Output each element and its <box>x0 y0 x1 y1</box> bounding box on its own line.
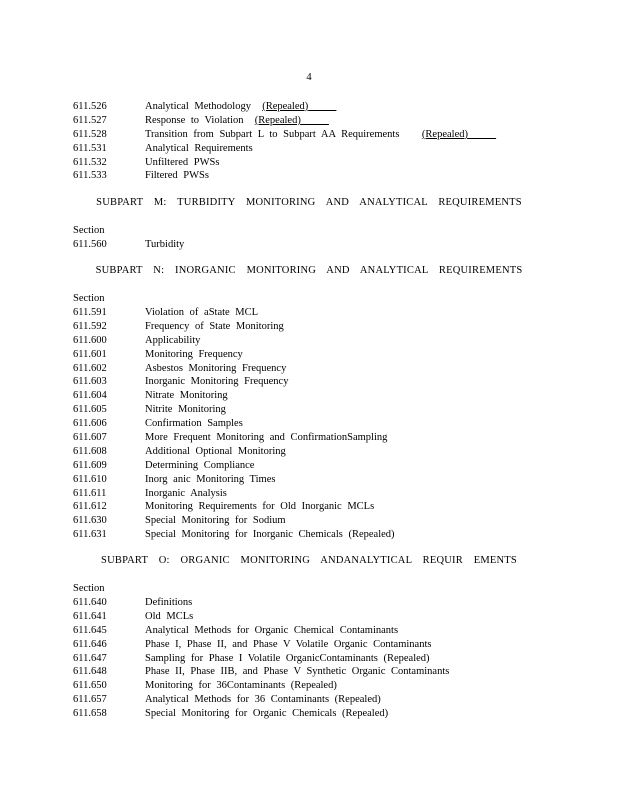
section-title: Phase II, Phase IIB, and Phase V Synthetic Organic Contaminants <box>145 666 450 678</box>
toc-row <box>0 306 618 320</box>
section-title: Inorg anic Monitoring Times <box>145 473 276 485</box>
subpart-n-heading: SUBPART N: INORGANIC MONITORING AND ANALYTICAL REQUIREMENTS <box>95 265 523 276</box>
section-label: Section <box>73 225 105 236</box>
section-title: Inorganic Monitoring Frequency <box>145 376 289 388</box>
section-number: 611.532 <box>73 156 107 168</box>
section-number: 611.645 <box>73 624 107 636</box>
section-title: Additional Optional Monitoring <box>145 445 286 457</box>
toc-row <box>0 500 618 514</box>
toc-row <box>0 610 618 624</box>
toc-group-subpart-l <box>0 100 618 183</box>
section-title: Violation of aState MCL <box>145 307 259 318</box>
section-title: Response to Violation <box>145 114 244 126</box>
section-title: Confirmation Samples <box>145 418 243 430</box>
subpart-m-heading: SUBPART M: TURBIDITY MONITORING AND ANALYTICAL REQUIREMENTS <box>96 197 522 208</box>
section-title: Special Monitoring for Inorganic Chemicals (Repealed) <box>145 529 395 541</box>
section-number: 611.604 <box>73 390 107 402</box>
section-title: Inorganic Analysis <box>145 487 227 499</box>
section-label: Section <box>73 293 105 304</box>
toc-group-subpart-o <box>0 596 618 721</box>
section-title: Transition from Subpart L to Subpart AA Requirements <box>145 128 400 140</box>
section-title: Turbidity <box>145 239 185 250</box>
section-title: Nitrite Monitoring <box>145 404 226 416</box>
section-number: 611.607 <box>73 432 107 444</box>
section-number: 611.533 <box>73 170 107 182</box>
page-number: 4 <box>306 72 312 83</box>
section-number: 611.603 <box>73 376 107 388</box>
toc-row <box>0 514 618 528</box>
section-number: 611.605 <box>73 404 107 416</box>
toc-row <box>0 707 618 721</box>
section-title: Monitoring Frequency <box>145 348 243 360</box>
section-title: Phase I, Phase II, and Phase V Volatile Organic Contaminants <box>145 638 432 650</box>
repealed-note: (Repealed) <box>262 101 309 112</box>
section-number: 611.631 <box>73 529 107 541</box>
section-number: 611.602 <box>73 362 107 374</box>
toc-row <box>0 389 618 403</box>
section-number: 611.657 <box>73 694 107 706</box>
section-title: More Frequent Monitoring and ConfirmationSampling <box>145 432 388 444</box>
section-number: 611.606 <box>73 418 107 430</box>
section-number: 611.646 <box>73 638 107 650</box>
toc-row <box>0 679 618 693</box>
section-title: Asbestos Monitoring Frequency <box>145 362 287 374</box>
toc-row <box>0 334 618 348</box>
section-title: Frequency of State Monitoring <box>145 320 284 332</box>
toc-row <box>0 624 618 638</box>
section-title: Old MCLs <box>145 610 194 622</box>
section-number: 611.528 <box>73 128 107 140</box>
section-title: Special Monitoring for Sodium <box>145 515 286 527</box>
section-number: 611.612 <box>73 501 107 513</box>
toc-row <box>0 417 618 431</box>
section-title: Analytical Requirements <box>145 142 253 154</box>
section-label: Section <box>73 583 105 594</box>
section-title: Analytical Methods for 36 Contaminants (Repealed) <box>145 694 381 706</box>
toc-row <box>0 128 618 142</box>
section-number: 611.610 <box>73 473 107 485</box>
section-number: 611.560 <box>73 239 107 250</box>
toc-group-subpart-n <box>0 306 618 542</box>
toc-row <box>0 320 618 334</box>
toc-row <box>0 114 618 128</box>
section-title: Unfiltered PWSs <box>145 156 220 168</box>
toc-row <box>0 665 618 679</box>
repealed-note: (Repealed) <box>421 128 468 140</box>
toc-row <box>0 693 618 707</box>
toc-row <box>0 238 618 252</box>
section-number: 611.608 <box>73 445 107 457</box>
toc-group-subpart-m <box>0 238 618 252</box>
section-title: Definitions <box>145 597 193 608</box>
section-title: Analytical Methods for Organic Chemical Contaminants <box>145 624 399 636</box>
repealed-note: (Repealed) <box>254 114 301 126</box>
section-number: 611.630 <box>73 515 107 527</box>
section-number: 611.647 <box>73 652 107 664</box>
toc-row <box>0 638 618 652</box>
toc-row <box>0 375 618 389</box>
toc-row <box>0 156 618 170</box>
section-number: 611.526 <box>73 101 107 112</box>
toc-row <box>0 362 618 376</box>
toc-row <box>0 348 618 362</box>
toc-row <box>0 431 618 445</box>
section-number: 611.527 <box>73 114 107 126</box>
section-number: 611.611 <box>73 487 107 499</box>
toc-row <box>0 473 618 487</box>
section-number: 611.658 <box>73 708 107 720</box>
toc-row <box>0 100 618 114</box>
section-title: Special Monitoring for Organic Chemicals (Repealed) <box>145 708 389 720</box>
section-number: 611.531 <box>73 142 107 154</box>
subpart-o-heading: SUBPART O: ORGANIC MONITORING ANDANALYTICAL REQUIR EMENTS <box>101 555 517 566</box>
section-number: 611.640 <box>73 597 107 608</box>
toc-row <box>0 403 618 417</box>
section-title: Sampling for Phase I Volatile OrganicContaminants (Repealed) <box>145 652 430 664</box>
toc-row <box>0 142 618 156</box>
section-number: 611.591 <box>73 307 107 318</box>
section-title: Monitoring for 36Contaminants (Repealed) <box>145 680 337 692</box>
section-number: 611.650 <box>73 680 107 692</box>
section-title: Analytical Methodology <box>145 101 251 112</box>
section-number: 611.609 <box>73 459 107 471</box>
section-number: 611.641 <box>73 610 107 622</box>
toc-row <box>0 528 618 542</box>
toc-row <box>0 169 618 183</box>
section-number: 611.601 <box>73 348 107 360</box>
section-title: Monitoring Requirements for Old Inorganic MCLs <box>145 501 375 513</box>
section-number: 611.648 <box>73 666 107 678</box>
section-title: Determining Compliance <box>145 459 255 471</box>
toc-row <box>0 652 618 666</box>
toc-row <box>0 487 618 501</box>
toc-row <box>0 445 618 459</box>
toc-row <box>0 596 618 610</box>
section-title: Nitrate Monitoring <box>145 390 228 402</box>
section-title: Applicability <box>145 334 201 346</box>
section-number: 611.592 <box>73 320 107 332</box>
toc-row <box>0 459 618 473</box>
section-title: Filtered PWSs <box>145 170 209 182</box>
section-number: 611.600 <box>73 334 107 346</box>
